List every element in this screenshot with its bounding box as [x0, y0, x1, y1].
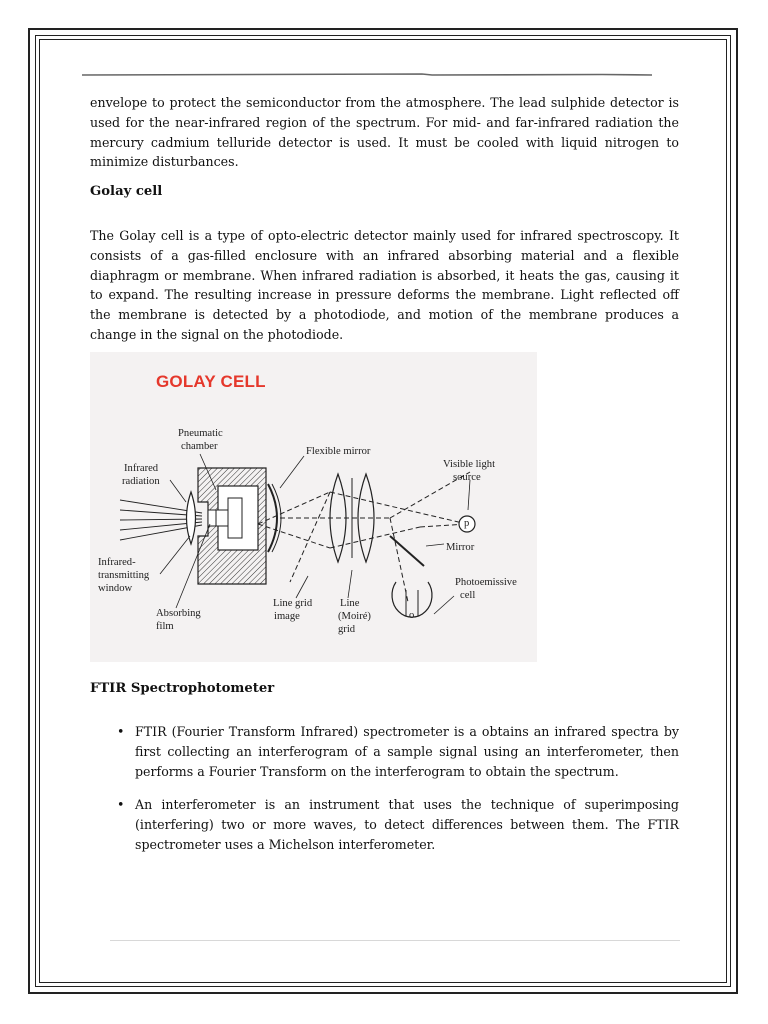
label-grid: grid [338, 624, 356, 635]
label-film: film [156, 621, 174, 632]
label-source: source [453, 472, 481, 483]
label-mirror: Mirror [446, 542, 475, 553]
intro-paragraph: envelope to protect the semiconductor from the atmosphere. The lead sulphide detector is used for the near-infrared region of the spectrum. For mid- and far-infrared radiation the mercury cadmium telluride detector is used. It must be cooled with liquid nitrogen to minimize disturbances. [90, 95, 679, 170]
bullet-text: An interferometer is an instrument that uses the technique of superimposing (interfering) two or more waves, to detect differences between them. The FTIR spectrometer uses a Michelson interferometer. [135, 797, 679, 852]
label-cell: cell [460, 590, 476, 601]
bullet-dot: • [117, 797, 125, 813]
golay-cell-heading: Golay cell [90, 184, 163, 199]
bullet-item [117, 795, 679, 854]
label-cell-o: o [409, 610, 415, 621]
ftir-heading: FTIR Spectrophotometer [90, 681, 275, 696]
golay-cell-diagram [90, 352, 537, 662]
label-line-grid: Line grid [273, 598, 313, 609]
label-window-1: Infrared- [98, 557, 136, 568]
golay-cell-paragraph: The Golay cell is a type of opto-electric detector mainly used for infrared spectroscopy. It consists of a gas-filled enclosure with an infrared absorbing material and a flexible diaphragm or membrane. When infrared radiation is absorbed, it heats the gas, causing it to expand. The resulting increase in pressure deforms the membrane. Light reflected off the membrane is detected by a photodiode, and motion of the membrane produces a change in the signal on the photodiode. [90, 228, 679, 342]
header-rule [82, 72, 652, 76]
label-photoemissive: Photoemissive [455, 577, 517, 588]
label-visible-light: Visible light [443, 459, 496, 470]
label-infrared: Infrared [124, 463, 159, 474]
label-source-p: p [464, 518, 470, 529]
bullet-item [117, 722, 679, 781]
bullet-dot: • [117, 724, 125, 739]
label-window-2: transmitting [98, 570, 150, 581]
label-chamber: chamber [181, 441, 218, 452]
label-window-3: window [98, 583, 133, 594]
bullet-text: FTIR (Fourier Transform Infrared) spectrometer is a obtains an infrared spectra by first collecting an interferogram of a sample signal using an interferometer, then performs a Fourier Transform on the interferogram to obtain the spectrum. [135, 724, 679, 779]
label-flexible-mirror: Flexible mirror [306, 446, 371, 457]
label-pneumatic: Pneumatic [178, 428, 223, 439]
label-radiation: radiation [122, 476, 160, 487]
label-line: Line [340, 598, 360, 609]
ftir-bullet-list [117, 722, 679, 869]
label-absorbing: Absorbing [156, 608, 201, 619]
footer-rule [110, 940, 680, 941]
label-image: image [274, 611, 300, 622]
label-moire: (Moiré) [338, 611, 371, 622]
figure-title: GOLAY CELL [156, 372, 266, 391]
